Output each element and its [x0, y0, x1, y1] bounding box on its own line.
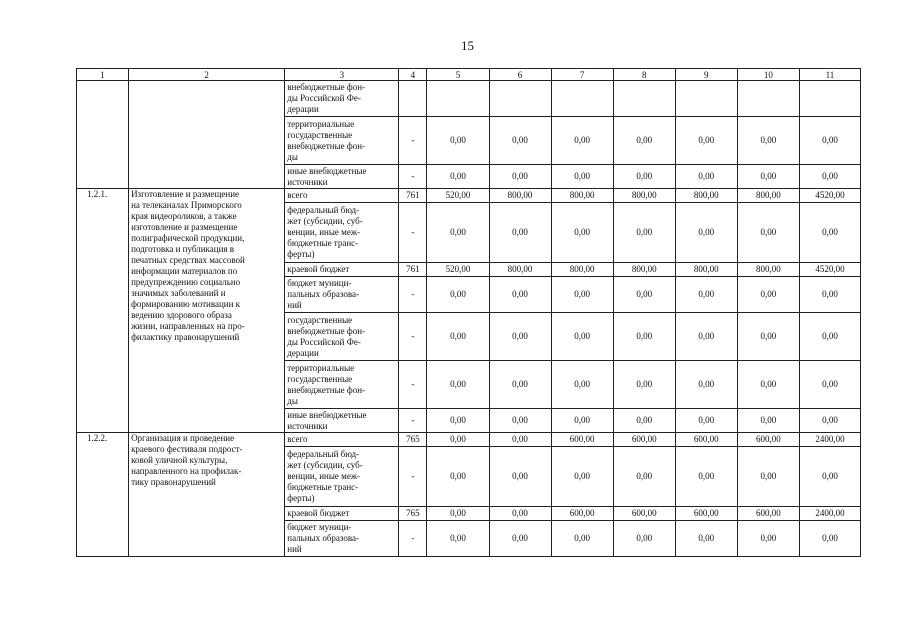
- value-cell: 0,00: [427, 521, 489, 557]
- column-header: 9: [675, 69, 737, 81]
- value-cell: 0,00: [613, 409, 675, 433]
- funding-source: [285, 507, 399, 521]
- value-cell: 0,00: [489, 277, 551, 313]
- value-cell: 0,00: [799, 117, 860, 165]
- value-cell: 0,00: [489, 521, 551, 557]
- value-cell: [613, 81, 675, 117]
- item-number: 1.2.2.: [77, 433, 129, 557]
- funding-source-text: федеральный бюд- жет (субсидии, суб- венции, иные меж- бюджетные транс- ферты): [287, 205, 363, 259]
- value-cell: 0,00: [613, 313, 675, 361]
- value-cell: 0,00: [737, 117, 799, 165]
- funding-source: [285, 409, 399, 433]
- value-cell: 800,00: [489, 189, 551, 203]
- value-cell: 600,00: [737, 433, 799, 447]
- funding-source-text: иные внебюджетные источники: [287, 165, 367, 187]
- funding-source: [285, 521, 399, 557]
- funding-source-text: государственные внебюджетные фон- ды Российской Фе- дерации: [287, 314, 366, 358]
- value-cell: 0,00: [613, 521, 675, 557]
- funding-source: [285, 263, 399, 277]
- value-cell: 600,00: [551, 507, 613, 521]
- value-cell: 0,00: [799, 165, 860, 189]
- column-header: 8: [613, 69, 675, 81]
- value-cell: 0,00: [675, 117, 737, 165]
- value-cell: 0,00: [427, 203, 489, 263]
- column-header: 3: [285, 69, 399, 81]
- value-cell: 0,00: [427, 507, 489, 521]
- value-cell: 0,00: [675, 165, 737, 189]
- funding-source: [285, 361, 399, 409]
- value-cell: [489, 81, 551, 117]
- code-cell: -: [399, 521, 427, 557]
- value-cell: 2400,00: [799, 507, 860, 521]
- table-row: [77, 433, 861, 447]
- value-cell: 0,00: [675, 521, 737, 557]
- funding-source: [285, 447, 399, 507]
- item-description-cell: [129, 81, 285, 189]
- value-cell: 0,00: [489, 165, 551, 189]
- value-cell: 520,00: [427, 189, 489, 203]
- value-cell: 0,00: [427, 313, 489, 361]
- value-cell: 0,00: [675, 447, 737, 507]
- funding-source-text: территориальные государственные внебюджетные фон- ды: [287, 362, 366, 406]
- value-cell: 0,00: [799, 521, 860, 557]
- column-header: 7: [551, 69, 613, 81]
- value-cell: 0,00: [427, 447, 489, 507]
- value-cell: 0,00: [489, 313, 551, 361]
- funding-source-text: краевой бюджет: [287, 264, 350, 274]
- item-number: 1.2.1.: [77, 189, 129, 433]
- item-description-text: Организация и проведение краевого фестиваля подрост- ковой уличной культуры, направленного на профилак- тику правонарушений: [131, 433, 243, 487]
- value-cell: [799, 81, 860, 117]
- funding-source-text: краевой бюджет: [287, 508, 350, 518]
- funding-source-text: внебюджетные фон- ды Российской Фе- дерации: [287, 82, 366, 114]
- value-cell: 600,00: [613, 507, 675, 521]
- value-cell: 600,00: [675, 433, 737, 447]
- value-cell: 0,00: [737, 203, 799, 263]
- value-cell: 0,00: [551, 447, 613, 507]
- value-cell: 600,00: [675, 507, 737, 521]
- value-cell: 600,00: [737, 507, 799, 521]
- funding-source-text: бюджет муници- пальных образова- ний: [287, 522, 360, 554]
- value-cell: 0,00: [613, 165, 675, 189]
- code-cell: -: [399, 313, 427, 361]
- value-cell: 800,00: [675, 189, 737, 203]
- funding-source: [285, 165, 399, 189]
- funding-source-text: бюджет муници- пальных образова- ний: [287, 278, 360, 310]
- value-cell: 0,00: [551, 409, 613, 433]
- code-cell: -: [399, 277, 427, 313]
- column-header: 4: [399, 69, 427, 81]
- value-cell: 4520,00: [799, 189, 860, 203]
- value-cell: 0,00: [737, 447, 799, 507]
- value-cell: 4520,00: [799, 263, 860, 277]
- code-cell: -: [399, 117, 427, 165]
- funding-source-text: территориальные государственные внебюджетные фон- ды: [287, 118, 366, 162]
- value-cell: 0,00: [613, 203, 675, 263]
- value-cell: 0,00: [551, 361, 613, 409]
- value-cell: 0,00: [551, 117, 613, 165]
- code-cell: -: [399, 409, 427, 433]
- value-cell: [737, 81, 799, 117]
- code-cell: -: [399, 165, 427, 189]
- value-cell: 0,00: [799, 277, 860, 313]
- funding-source: [285, 203, 399, 263]
- code-cell: [399, 81, 427, 117]
- funding-source-text: всего: [287, 434, 308, 444]
- value-cell: 0,00: [551, 203, 613, 263]
- table-body: [77, 69, 861, 557]
- value-cell: 0,00: [427, 409, 489, 433]
- value-cell: 0,00: [489, 447, 551, 507]
- value-cell: 800,00: [613, 263, 675, 277]
- value-cell: 0,00: [551, 521, 613, 557]
- column-header: 10: [737, 69, 799, 81]
- value-cell: 0,00: [551, 165, 613, 189]
- value-cell: 520,00: [427, 263, 489, 277]
- value-cell: 0,00: [489, 409, 551, 433]
- code-cell: 765: [399, 433, 427, 447]
- value-cell: 0,00: [737, 165, 799, 189]
- item-number-cell: [77, 81, 129, 189]
- value-cell: 0,00: [799, 409, 860, 433]
- code-cell: 761: [399, 189, 427, 203]
- value-cell: 0,00: [675, 277, 737, 313]
- value-cell: 0,00: [737, 313, 799, 361]
- value-cell: 0,00: [675, 409, 737, 433]
- value-cell: 0,00: [613, 117, 675, 165]
- funding-source-text: всего: [287, 190, 308, 200]
- code-cell: -: [399, 361, 427, 409]
- funding-source: [285, 313, 399, 361]
- value-cell: 0,00: [737, 521, 799, 557]
- value-cell: 0,00: [799, 361, 860, 409]
- value-cell: 0,00: [613, 361, 675, 409]
- value-cell: 0,00: [551, 277, 613, 313]
- header-row: [77, 69, 861, 81]
- value-cell: 0,00: [737, 409, 799, 433]
- item-description: [129, 189, 285, 433]
- item-description: [129, 433, 285, 557]
- value-cell: 0,00: [613, 447, 675, 507]
- funding-source: [285, 433, 399, 447]
- column-header: 11: [799, 69, 860, 81]
- code-cell: -: [399, 447, 427, 507]
- value-cell: 0,00: [427, 165, 489, 189]
- value-cell: 0,00: [489, 117, 551, 165]
- table-row: [77, 81, 861, 117]
- value-cell: 800,00: [737, 263, 799, 277]
- item-description-text: Изготовление и размещение на телеканалах Приморского края видеороликов, а также изготовление и размещение полиграфической продукции, подготовка и публикация в печатных средствах массовой информации материалов по предупреждению социально значимых заболеваний и формированию мотивации к ведению здорового образа жизни, направленных на про- филактику правонарушений: [131, 189, 245, 342]
- value-cell: 800,00: [675, 263, 737, 277]
- funding-source-text: иные внебюджетные источники: [287, 409, 367, 431]
- column-header: 5: [427, 69, 489, 81]
- value-cell: 0,00: [489, 361, 551, 409]
- column-header: 1: [77, 69, 129, 81]
- value-cell: 600,00: [613, 433, 675, 447]
- value-cell: [551, 81, 613, 117]
- value-cell: 800,00: [737, 189, 799, 203]
- page-number: 15: [461, 38, 474, 53]
- table-row: [77, 189, 861, 203]
- funding-source: [285, 277, 399, 313]
- code-cell: -: [399, 203, 427, 263]
- budget-table: [76, 68, 861, 557]
- value-cell: 0,00: [551, 313, 613, 361]
- code-cell: 765: [399, 507, 427, 521]
- value-cell: 800,00: [489, 263, 551, 277]
- value-cell: 800,00: [613, 189, 675, 203]
- value-cell: 0,00: [799, 203, 860, 263]
- value-cell: 0,00: [799, 447, 860, 507]
- column-header: 6: [489, 69, 551, 81]
- funding-source: [285, 117, 399, 165]
- value-cell: 800,00: [551, 263, 613, 277]
- value-cell: 800,00: [551, 189, 613, 203]
- value-cell: 0,00: [675, 361, 737, 409]
- value-cell: 0,00: [675, 313, 737, 361]
- column-header: 2: [129, 69, 285, 81]
- value-cell: 0,00: [489, 433, 551, 447]
- value-cell: 0,00: [489, 203, 551, 263]
- value-cell: 0,00: [737, 361, 799, 409]
- value-cell: 2400,00: [799, 433, 860, 447]
- value-cell: 0,00: [427, 277, 489, 313]
- value-cell: 0,00: [427, 361, 489, 409]
- value-cell: 0,00: [737, 277, 799, 313]
- code-cell: 761: [399, 263, 427, 277]
- value-cell: [427, 81, 489, 117]
- value-cell: 0,00: [427, 433, 489, 447]
- value-cell: 600,00: [551, 433, 613, 447]
- value-cell: 0,00: [489, 507, 551, 521]
- value-cell: 0,00: [427, 117, 489, 165]
- value-cell: 0,00: [675, 203, 737, 263]
- value-cell: 0,00: [799, 313, 860, 361]
- funding-source: [285, 189, 399, 203]
- value-cell: 0,00: [613, 277, 675, 313]
- funding-source-text: федеральный бюд- жет (субсидии, суб- венции, иные меж- бюджетные транс- ферты): [287, 449, 363, 503]
- funding-source: [285, 81, 399, 117]
- value-cell: [675, 81, 737, 117]
